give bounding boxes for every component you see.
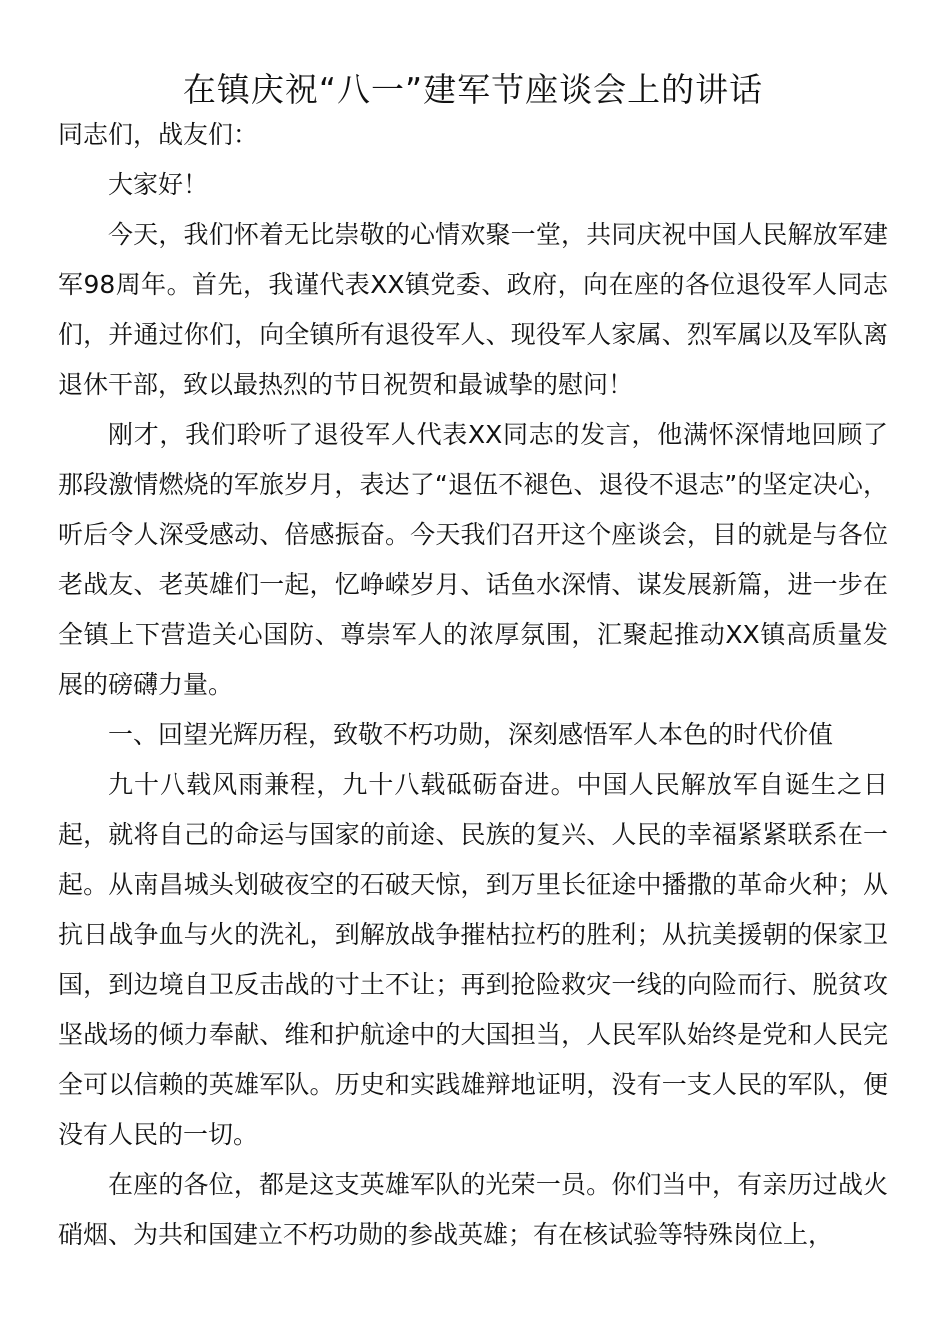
paragraph-veterans: 在座的各位，都是这支英雄军队的光荣一员。你们当中，有亲历过战火硝烟、为共和国建立不朽功勋的参战英雄；有在核试验等特殊岗位上， (58, 1170, 888, 1249)
paragraph-representative-speech: 刚才，我们聆听了退役军人代表XX同志的发言，他满怀深情地回顾了那段激情燃烧的军旅岁月，表达了“退伍不褪色、退役不退志”的坚定决心，听后令人深受感动、倍感振奋。今天我们召开这个座谈会，目的就是与各位老战友、老英雄们一起，忆峥嵘岁月、话鱼水深情、谋发展新篇，进一步在全镇上下营造关心国防、尊崇军人的浓厚氛围，汇聚起推动XX镇高质量发展的磅礴力量。 (58, 420, 888, 699)
document-title: 在镇庆祝“八一”建军节座谈会上的讲话 (182, 70, 764, 109)
paragraph-history: 九十八载风雨兼程，九十八载砥砺奋进。中国人民解放军自诞生之日起，就将自己的命运与国家的前途、民族的复兴、人民的幸福紧紧联系在一起。从南昌城头划破夜空的石破天惊，到万里长征途中播撒的革命火种；从抗日战争血与火的洗礼，到解放战争摧枯拉朽的胜利；从抗美援朝的保家卫国，到边境自卫反击战的寸土不让；再到抢险救灾一线的向险而行、脱贫攻坚战场的倾力奉献、维和护航途中的大国担当，人民军队始终是党和人民完全可以信赖的英雄军队。历史和实践雄辩地证明，没有一支人民的军队，便没有人民的一切。 (58, 770, 888, 1149)
paragraph-greeting: 大家好！ (108, 170, 209, 199)
document-body (58, 110, 888, 1260)
salutation: 同志们，战友们： (58, 120, 259, 149)
section-heading-1: 一、回望光辉历程，致敬不朽功勋，深刻感悟军人本色的时代价值 (108, 720, 834, 749)
paragraph-opening: 今天，我们怀着无比崇敬的心情欢聚一堂，共同庆祝中国人民解放军建军98周年。首先，我谨代表XX镇党委、政府，向在座的各位退役军人同志们，并通过你们，向全镇所有退役军人、现役军人家属、烈军属以及军队离退休干部，致以最热烈的节日祝贺和最诚挚的慰问！ (58, 220, 888, 399)
